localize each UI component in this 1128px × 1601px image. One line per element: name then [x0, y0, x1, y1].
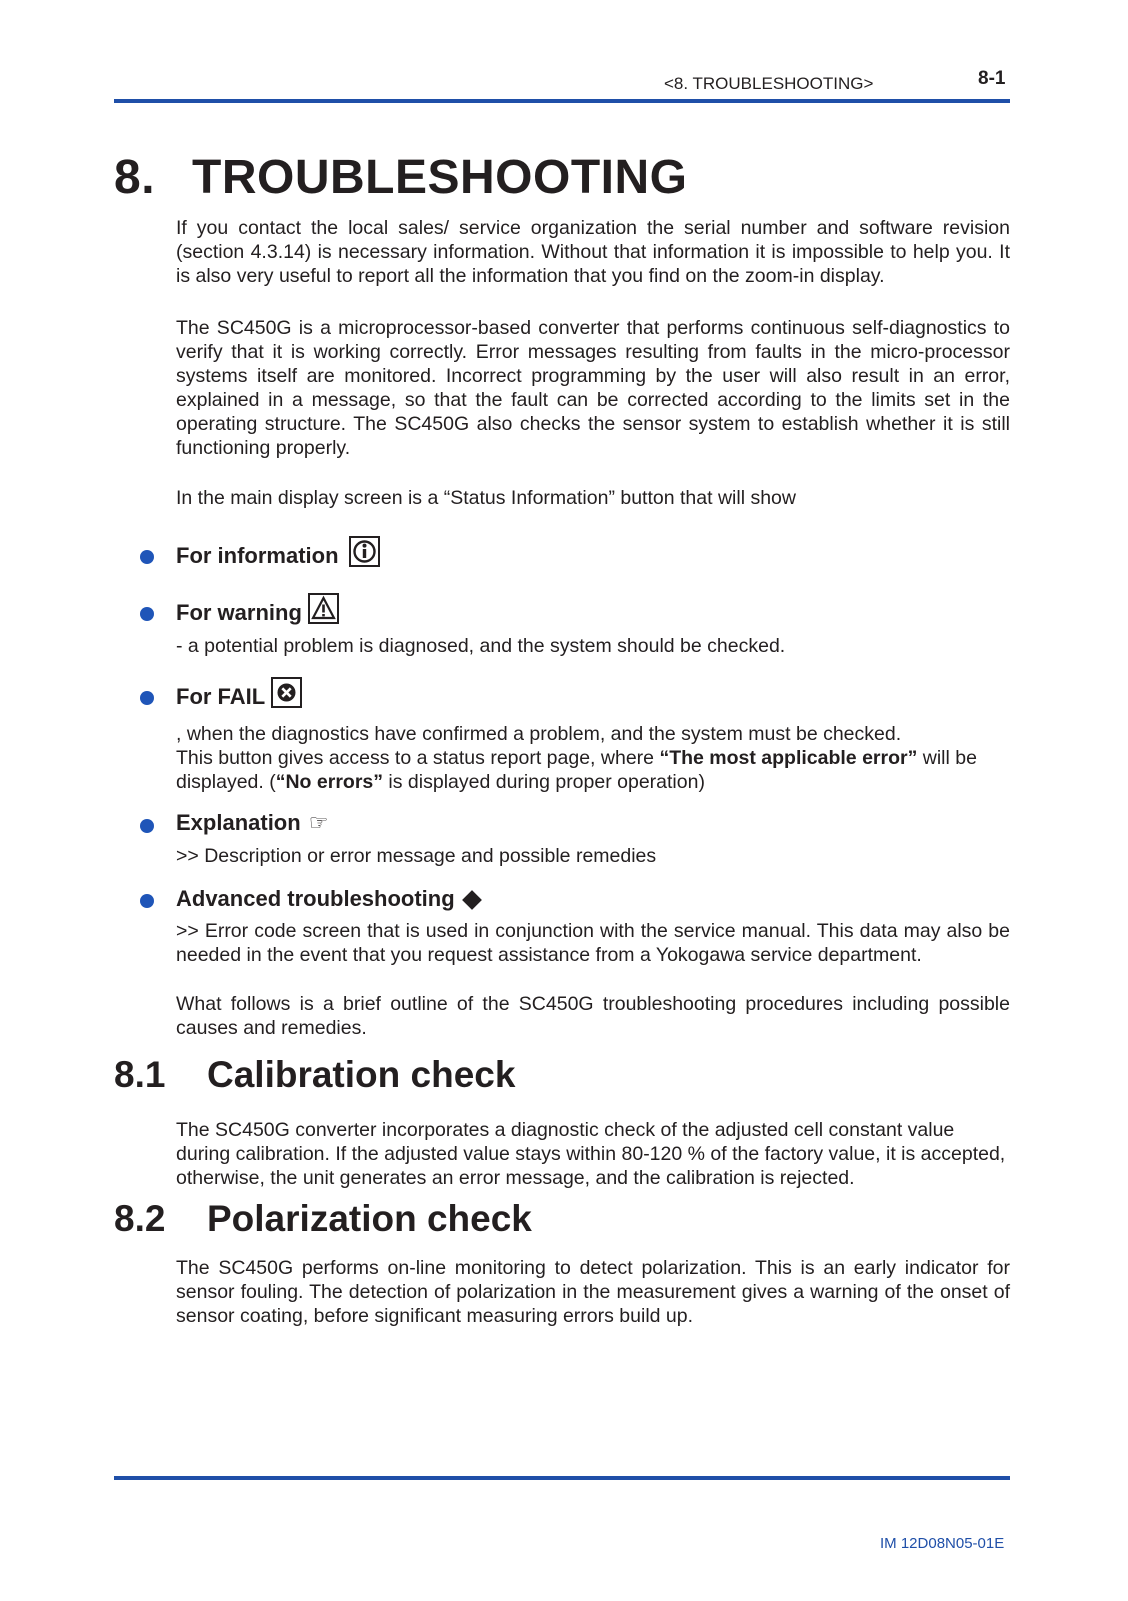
- running-header: <8. TROUBLESHOOTING>: [664, 74, 874, 93]
- bullet-advanced-label: Advanced troubleshooting: [176, 886, 455, 911]
- fail-desc-emphasis: “No errors”: [275, 771, 383, 793]
- bullet-dot: [140, 819, 154, 833]
- bullet-warning-label: For warning: [176, 600, 302, 625]
- bullet-advanced-desc-1: >> Error code screen that is used in conjunction with the service manual. This data may also be needed in the event that you request assistance from a Yokogawa service department.: [176, 920, 1010, 966]
- section-number: 8.2: [114, 1198, 166, 1239]
- footer-rule: [114, 1476, 1010, 1480]
- bullet-fail-desc-2: [176, 746, 1010, 794]
- bullet-advanced-desc-2: What follows is a brief outline of the SC450G troubleshooting procedures including possible causes and remedies.: [176, 993, 1010, 1039]
- bullet-dot: [140, 607, 154, 621]
- section-8-2-body: The SC450G performs on-line monitoring to detect polarization. This is an early indicator for sensor fouling. The detection of polarization in the measurement gives a warning of the onset of sensor coating, before significant measuring errors build up.: [176, 1257, 1010, 1327]
- bullet-dot: [140, 691, 154, 705]
- intro-paragraph-3: In the main display screen is a “Status Information” button that will show: [176, 487, 796, 509]
- bullet-explanation-desc: >> Description or error message and possible remedies: [176, 845, 657, 867]
- fail-icon: [271, 677, 302, 708]
- bullet-advanced: [176, 882, 479, 912]
- bullet-fail: [176, 676, 302, 710]
- info-icon: [349, 536, 380, 567]
- warning-icon: [308, 593, 339, 624]
- bullet-explanation: [176, 806, 328, 836]
- section-8-1-body: The SC450G converter incorporates a diagnostic check of the adjusted cell constant value during calibration. If the adjusted value stays within 80-120 % of the factory value, it is accepted, otherwise, the unit generates an error message, and the calibration is rejected.: [176, 1119, 1006, 1189]
- intro-paragraph-1: If you contact the local sales/ service organization the serial number and software revision (section 4.3.14) is necessary information. Without that information it is impossible to help you. It is also very useful to report all the information that you find on the zoom-in display.: [176, 217, 1010, 287]
- fail-desc-text: This button gives access to a status report page, where: [176, 747, 660, 769]
- fail-desc-text: will be displayed. (: [176, 747, 977, 793]
- chapter-title: [114, 150, 688, 205]
- section-title: Polarization check: [207, 1198, 532, 1239]
- section-title: Calibration check: [207, 1054, 516, 1095]
- bullet-explanation-label: Explanation: [176, 810, 301, 835]
- bullet-dot: [140, 894, 154, 908]
- intro-paragraph-2: The SC450G is a microprocessor-based converter that performs continuous self-diagnostics to verify that it is working correctly. Error messages resulting from faults in the micro-processor systems itself are monitored. Incorrect programming by the user will also result in an error, explained in a message, so that the fault can be corrected according to the limits set in the operating structure. The SC450G also checks the sensor system to establish whether it is still functioning properly.: [176, 317, 1010, 459]
- bullet-warning-desc: - a potential problem is diagnosed, and the system should be checked.: [176, 635, 786, 657]
- header-rule: [114, 99, 1010, 103]
- chapter-number: 8.: [114, 151, 156, 204]
- fail-desc-emphasis: “The most applicable error”: [659, 747, 918, 769]
- section-heading-8-1: [114, 1054, 515, 1096]
- bullet-info-label: For information: [176, 543, 339, 568]
- bullet-dot: [140, 550, 154, 564]
- section-heading-8-2: [114, 1198, 532, 1240]
- diamond-icon: [462, 890, 482, 910]
- chapter-title-text: TROUBLESHOOTING: [192, 151, 688, 204]
- bullet-info: [176, 535, 380, 569]
- bullet-fail-label: For FAIL: [176, 684, 266, 709]
- section-number: 8.1: [114, 1054, 166, 1095]
- bullet-warning: [176, 592, 339, 626]
- bullet-fail-desc-1: , when the diagnostics have confirmed a problem, and the system must be checked.: [176, 723, 902, 745]
- document-id: IM 12D08N05-01E: [880, 1535, 1005, 1552]
- page-number: 8-1: [978, 68, 1006, 89]
- fail-desc-text: is displayed during proper operation): [383, 771, 705, 793]
- pointing-hand-icon: ☞: [308, 810, 329, 835]
